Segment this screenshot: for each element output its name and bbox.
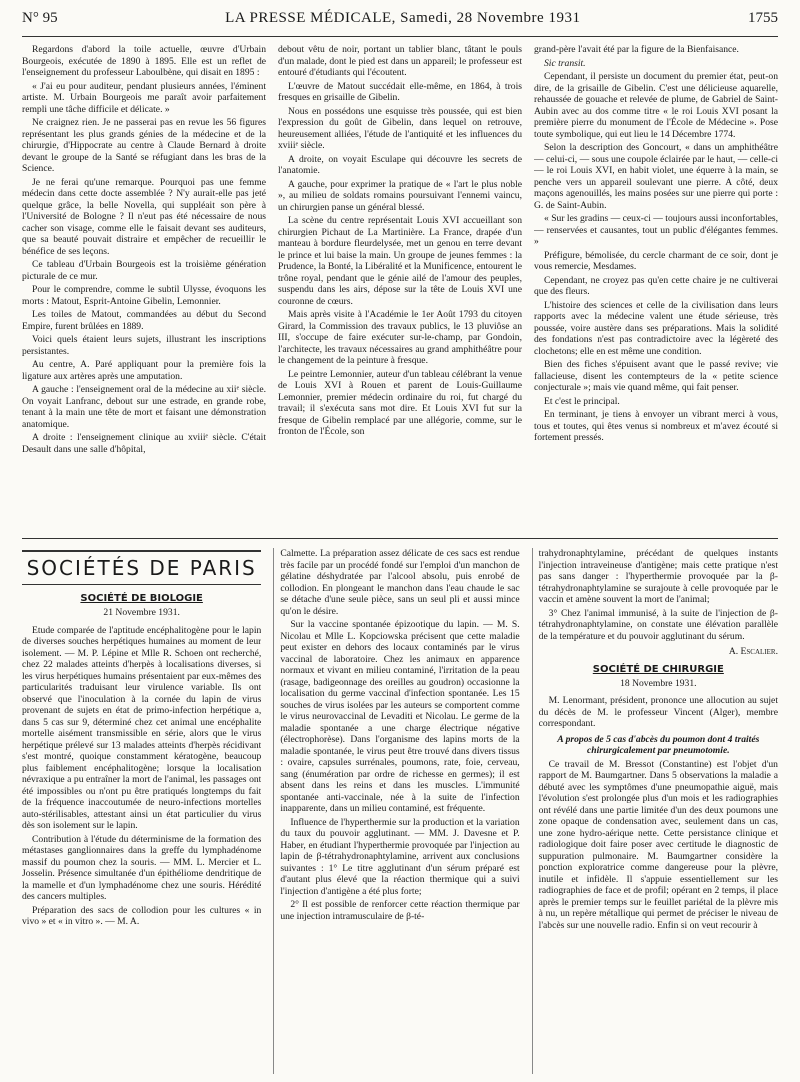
paragraph: Selon la description des Goncourt, « dans un amphithéâtre — celui-ci, — sous une coupole éclairée par le haut, — celle-ci — le roi Louis XVI, en habit violet, une équerre à la main, se penche vers un appareil soulevant une pierre. A côté, deux maçons agenouillés, les mains posées sur une pierre qui porte : G. de Saint-Aubin. bbox=[534, 142, 778, 211]
article-column-3 bbox=[534, 44, 778, 534]
paragraph: « Sur les gradins — ceux-ci — toujours aussi inconfortables, — renservées et causantes, tout un public d'élégantes femmes. » bbox=[534, 213, 778, 247]
paragraph: Et c'est le principal. bbox=[544, 395, 620, 407]
paragraph: Je ne ferai qu'une remarque. Pourquoi pas une femme médecin dans cette docte assemblée ? N'y aurait-elle pas jeté quelque grâce, la belle Novella, qui suppléait son père à l'Université de Bologne ? Il n'eut pas été nécessaire de nous cacher son visage, comme elle le faisait devant ses auditeurs, que sa beauté pouvait distraire et empêcher de recueillir le bénéfice de ses leçons. bbox=[22, 176, 266, 257]
section-divider bbox=[22, 538, 778, 539]
paragraph: Pour le comprendre, comme le subtil Ulysse, évoquons les morts : Matout, Esprit-Antoine Gibelin, Lemonnier. bbox=[22, 284, 266, 307]
societies-column-1 bbox=[22, 548, 261, 1074]
paragraph: Mais après visite à l'Académie le 1er Août 1793 du citoyen Girard, la Commission des travaux publics, le 13 pluviôse an III, s'occupe de faire exécuter sur-le-champ, par Gondoin, l'architecte, les travaux nécessaires au grand amphithéâtre pour le changement de la peinture à fresque. bbox=[278, 309, 522, 366]
journal-title bbox=[225, 10, 580, 27]
article-columns bbox=[22, 44, 778, 534]
paragraph: Sic transit. bbox=[544, 57, 586, 69]
paragraph: La scène du centre représentait Louis XVI accueillant son chirurgien Pichaut de La Martinière. La France, drapée d'un manteau à bordure fleurdelysée, met un genou en terre devant le prince et lui baise la main. Un groupe de jeunes femmes : la Prudence, la Bonté, la Libéralité et la Munificence, entourent le trône royal, pendant que le génie ailé de l'amour des peuples, suspendu dans les airs, dépose sur la tête de Louis XVI une couronne de cœurs. bbox=[278, 215, 522, 307]
paragraph: Calmette. La préparation assez délicate de ces sacs est rendue très facile par un procédé fondé sur l'emploi d'un manchon de gélatine déshydratée par l'alcool absolu, puis enrobé de collodion. En plongeant le manchon dans l'eau chaude le sac se détache d'une seule pièce, sans un seul pli et aussi mince qu'on le désire. bbox=[280, 548, 520, 617]
paragraph: Influence de l'hyperthermie sur la production et la variation du taux du pouvoir agglutinant. — MM. J. Davesne et P. Haber, en étudiant l'hyperthermie provoquée par l'injection au lapin de β-tétrahydronaphtylamine, arrivent aux conclusions suivantes : 1° Le titre agglutinant d'un sérum préparé est d'autant plus élevé que la réaction thermique qui a suivi l'injection d'antigène a été plus forte; bbox=[280, 816, 520, 897]
paragraph: En terminant, je tiens à envoyer un vibrant merci à vous, tous et toutes, qui êtes venus si nombreux et m'avez écouté si fortement pressés. bbox=[534, 409, 778, 443]
societies-columns bbox=[22, 548, 778, 1074]
page-header bbox=[22, 10, 778, 37]
society-heading: SOCIÉTÉ DE BIOLOGIE bbox=[80, 593, 203, 604]
paragraph: « J'ai eu pour auditeur, pendant plusieurs années, l'éminent artiste. M. Urbain Bourgeois me paraît avoir parfaitement rempli une tâche difficile et délicate. » bbox=[22, 80, 266, 115]
author-signature: A. Escalier. bbox=[728, 646, 778, 657]
paragraph: Préfigure, bémolisée, du cercle charmant de ce soir, dont je vous remercie, Mesdames. bbox=[534, 249, 778, 272]
paragraph: Le peintre Lemonnier, auteur d'un tableau célébrant la venue de Louis XVI à Rouen et parent de Louis-Guillaume Lemonnier, premier médecin ordinaire du roi, fut chargé du travail; il s'exécuta sans mot dire. Et Louis XVI fut sur la fresque de Gibelin remplacé par une allégorie, comme, sur le fronton de l'École, son bbox=[278, 368, 522, 437]
paragraph: debout vêtu de noir, portant un tablier blanc, tâtant le pouls d'un malade, dont le pied est dans un appareil; le professeur est entouré d'étudiants qui l'écoutent. bbox=[278, 44, 522, 78]
paragraph: A droite : l'enseignement clinique au xviiiᵉ siècle. C'était Desault dans une salle d'hôpital, bbox=[22, 432, 266, 455]
paragraph: Au centre, A. Paré appliquant pour la première fois la ligature aux artères après une amputation. bbox=[22, 359, 266, 382]
paragraph: Ce tableau d'Urbain Bourgeois est la troisième génération picturale de ce mur. bbox=[22, 259, 266, 282]
paragraph: Cependant, ne croyez pas qu'en cette chaire je ne cultiverai que des fleurs. bbox=[534, 274, 778, 297]
article-heading: A propos de 5 cas d'abcès du poumon dont 4 traités chirurgicalement par pneumotomie. bbox=[557, 733, 760, 756]
paragraph: Sur la vaccine spontanée épizootique du lapin. — M. S. Nicolau et Mlle L. Kopciowska précisent que cette maladie peut exister en dehors des locaux contaminés par le virus vaccinal de laboratoire. Chez les animaux en apparence normaux et vivant en milieu contaminé, l'irritation de la peau (rasage, badigeonnage des oreilles au goudron) occasionne la localisation du germe vaccinal d'infection spontanée. Les 15 souches de virus isolées par les auteurs se comportent comme le virus neurovaccinal de Levaditi et Nicolau. Le germe de la maladie spontanée a une charge électrique négative (électrophorèse). Dans l'organisme des lapins morts de la maladie spontanée, le virus peut être trouvé dans divers tissus : ovaire, capsules surrénales, poumons, rate, foie, cerveau, sang (énumération par ordre de richesse en germes); il est absent dans les reins et dans les muscles. L'immunité spontanée anti-vaccinale, née à la suite de l'infection inapparente, dans un milieu contaminé, est fréquente. bbox=[280, 619, 520, 814]
paragraph: Etude comparée de l'aptitude encéphalitogène pour le lapin de diverses souches herpétiques humaines au moment de leur isolement. — M. P. Lépine et Mlle R. Schoen ont recherché, chez 22 malades atteints d'herpès à localisations diverses, si les virus herpétiques humains présentaient par eux-mêmes des particularités traduisant leur virulence variable. Ils ont observé que l'inoculation à la cornée du lapin de virus provenant de sujets en état de primo-infection herpétique a, dans 5 cas sur 9, déterminé chez cet animal une encéphalite mortelle aisément transmissible en série, alors que le virus herpétique prélevé sur 13 malades atteints d'herpès récidivant s'est montré, quoique constamment kératogène, beaucoup plus faiblement encéphalitogène; lorsque la localisation névraxique a pu entraîner la mort de l'animal, les passages ont été impossibles ou n'ont pu être pratiqués longtemps du fait de la fréquence inaccoutumée de neuro-infections mortelles auto-stérilisables, attestant ainsi un état particulier du virus dès son isolement sur le lapin. bbox=[22, 624, 262, 831]
paragraph: trahydronaphtylamine, précédant de quelques instants l'injection intraveineuse d'antigène; mais cette pratique n'est pas sans danger : l'hyperthermie provoquée par la β-tétrahydronaphtylamine se surajoute à celle provoquée par le vaccin et amène souvent la mort de l'animal; bbox=[538, 548, 778, 605]
article-column-1 bbox=[22, 44, 266, 534]
paragraph: grand-père l'avait été par la figure de la Bienfaisance. bbox=[534, 44, 739, 55]
paragraph: Les toiles de Matout, commandées au début du Second Empire, furent brûlées en 1889. bbox=[22, 309, 266, 332]
article-column-2 bbox=[278, 44, 522, 534]
paragraph: M. Lenormant, président, prononce une allocution au sujet du décès de M. le professeur Vincent (Alger), membre correspondant. bbox=[538, 695, 778, 729]
issue-number: N° 95 bbox=[22, 10, 58, 26]
paragraph: Ne craignez rien. Je ne passerai pas en revue les 56 figures représentant les plus grands génies de la médecine et de la chirurgie, d'Hippocrate au centre à Claude Bernard à droite devant le groupe de la Santé se réfugiant dans les bras de la Science. bbox=[22, 117, 266, 174]
page-number: 1755 bbox=[747, 10, 778, 26]
paragraph: A gauche : l'enseignement oral de la médecine au xiiᵉ siècle. On voyait Lanfranc, debout sur une estrade, en grande robe, tenant à la main une tête de mort et faisant une démonstration anatomique. bbox=[22, 384, 266, 430]
paragraph: 3° Chez l'animal immunisé, à la suite de l'injection de β-tétrahydronaphtylamine, on constate une élévation parallèle de la température et du pouvoir agglutinant du sérum. bbox=[538, 607, 778, 642]
paragraph: Voici quels étaient leurs sujets, illustrant les inscriptions persistantes. bbox=[22, 334, 266, 357]
paragraph: Ce travail de M. Bressot (Constantine) est l'objet d'un rapport de M. Baumgartner. Dans 5 observations la maladie a débuté avec les symptômes d'une pneumopathie aiguë, mais l'évolution s'est prolongée plus d'un mois et les radiographies ont révélé dans une partie limitée d'un des deux poumons une zone opaque de condensation avec, seulement dans un cas, une zone hydro-aérique nette. Cette persistance clinique et radiologique doit faire poser avec certitude le diagnostic de suppuration pulmonaire. M. Baumgartner considère la ponction exploratrice comme dangereuse pour la plèvre, inutile et infidèle. Il s'appuie essentiellement sur les radiographies de face et de profil; opérant en 2 temps, il place après le premier temps sur le feuillet pariétal de la plèvre mis à nu, un repère métallique qui permet de préciser le niveau de l'abcès sur une nouvelle radio. Enfin si on veut recourir à bbox=[538, 758, 778, 931]
paragraph: L'histoire des sciences et celle de la civilisation dans leurs rapports avec la médecine valent une étude sérieuse, très poussée, voire austère dans ses préparations. Mais la solidité des fondations n'est pas contradictoire avec la légèreté des clochetons; elle en est même une condition. bbox=[534, 299, 778, 357]
paragraph: A gauche, pour exprimer la pratique de « l'art le plus noble », au milieu de soldats romains poursuivant l'ennemi vaincu, un chirurgien panse un général blessé. bbox=[278, 178, 522, 213]
paragraph: Contribution à l'étude du déterminisme de la formation des métastases ganglionnaires dans la greffe du lymphadénome massif du poumon chez la souris. — MM. L. Mercier et L. Josselin. Présence simultanée d'un épithéliome dendritique de la mamelle et d'un lymphadénome chez une souris. Hérédité des cancers multiples. bbox=[22, 833, 262, 902]
session-date: 18 Novembre 1931. bbox=[620, 677, 697, 689]
paragraph: Cependant, il persiste un document du premier état, peut-on dire, de la grisaille de Gibelin. C'est une délicieuse aquarelle, rehaussée de gouache et relevée de plume, de Gabriel de Saint-Aubin avec au dos comme titre « le roi Louis XVI posant la première pierre du monument de l'École de Médecine ». Pose toute symbolique, qui eut lieu le 14 Décembre 1774. bbox=[534, 71, 778, 140]
paragraph: Bien des fiches s'épuisent avant que le passé revive; vie fallacieuse, disent les contempteurs de la « petite science conjecturale »; mais vie quand même, qui fait penser. bbox=[534, 359, 778, 393]
paragraph: Nous en possédons une esquisse très poussée, qui est bien l'expression du goût de Gibelin, dans lequel on retrouve, heureusement alliées, l'étude de l'antiquité et les influences du xviiiᵉ siècle. bbox=[278, 105, 522, 151]
paragraph: Regardons d'abord la toile actuelle, œuvre d'Urbain Bourgeois, exécutée de 1890 à 1895. Elle est un reflet de l'enseignement du professeur Laboulbène, qui disait en 1895 : bbox=[22, 44, 266, 78]
paragraph: 2° Il est possible de renforcer cette réaction thermique par une injection intramusculaire de β-té- bbox=[280, 899, 520, 922]
paragraph: L'œuvre de Matout succédait elle-même, en 1864, à trois fresques en grisaille de Gibelin. bbox=[278, 80, 522, 103]
section-banner: SOCIÉTÉS DE PARIS bbox=[22, 550, 261, 585]
journal-name: LA PRESSE MÉDICALE, bbox=[225, 10, 396, 26]
societies-column-2 bbox=[273, 548, 519, 1074]
paragraph: A droite, on voyait Esculape qui découvre les secrets de l'anatomie. bbox=[278, 153, 522, 176]
session-date: 21 Novembre 1931. bbox=[103, 607, 180, 618]
societies-column-3 bbox=[532, 548, 778, 1074]
issue-date: Samedi, 28 Novembre 1931 bbox=[400, 10, 581, 26]
paragraph: Préparation des sacs de collodion pour les cultures « in vivo » et « in vitro ». — M. A. bbox=[22, 904, 262, 927]
society-heading: SOCIÉTÉ DE CHIRURGIE bbox=[592, 663, 724, 675]
